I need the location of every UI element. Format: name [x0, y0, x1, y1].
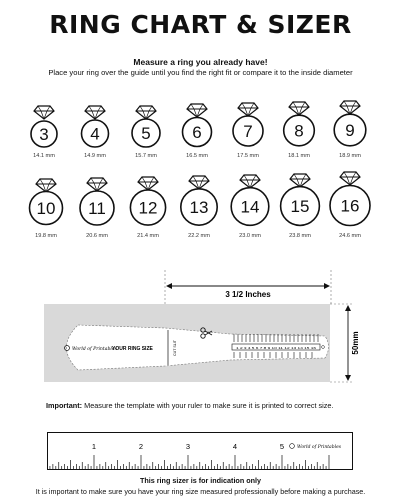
ring-size-16 — [329, 166, 371, 232]
ring-size-13 — [179, 170, 219, 231]
diamond-icon — [189, 176, 209, 189]
subtitle: Measure a ring you already have! — [133, 57, 268, 67]
ring-diameter-label: 19.8 mm — [35, 233, 57, 239]
diamond-icon — [240, 175, 260, 188]
strip-scale-numbers: 1 2 3 4 5 6 7 8 9 10 11 12 13 14 15 16 — [236, 345, 317, 350]
ring-diameter-label: 21.4 mm — [137, 233, 159, 239]
ring-diameter-label: 23.8 mm — [289, 233, 311, 239]
ring-size-8 — [284, 96, 314, 150]
diamond-icon — [85, 106, 105, 119]
ring-size-number: 7 — [243, 122, 253, 141]
page-title: RING CHART & SIZER — [49, 10, 352, 39]
ring-size-number: 3 — [39, 125, 49, 144]
disclaimer-title: This ring sizer is for indication only — [139, 476, 261, 485]
ring-diameter-label: 22.2 mm — [188, 233, 210, 239]
ring-size-7 — [233, 97, 263, 150]
world-of-printables-logo — [290, 444, 342, 450]
ring-size-number: 14 — [240, 197, 260, 217]
diamond-icon — [238, 103, 258, 116]
diamond-icon — [136, 106, 156, 119]
ring-size-number: 11 — [88, 199, 106, 218]
ring-sizer-template — [0, 270, 401, 400]
ruler-number: 2 — [138, 442, 144, 451]
ring-size-10 — [27, 173, 65, 231]
important-label: Important: — [46, 401, 83, 410]
diamond-icon — [34, 106, 54, 119]
ruler-number: 5 — [279, 442, 285, 451]
ring-size-number: 10 — [36, 199, 56, 218]
diamond-icon — [87, 178, 107, 191]
strip-label: YOUR RING SIZE — [112, 346, 153, 352]
ring-size-12 — [129, 171, 167, 231]
ring-size-number: 15 — [290, 197, 310, 216]
ring-diameter-label: 24.6 mm — [339, 233, 361, 239]
ring-size-number: 5 — [141, 124, 151, 143]
ring-size-14 — [229, 169, 271, 231]
ring-diameter-label: 15.7 mm — [135, 153, 157, 159]
ring-diameter-label: 18.9 mm — [339, 153, 361, 159]
ring-size-6 — [182, 98, 212, 150]
ring-size-15 — [279, 168, 321, 231]
instructions: Place your ring over the guide until you find the right fit or compare it to the inside diameter — [48, 68, 353, 77]
diamond-icon — [36, 179, 56, 192]
ring-size-5 — [131, 100, 161, 150]
diamond-icon — [290, 174, 310, 187]
ring-size-number: 9 — [345, 121, 355, 140]
ring-size-3 — [29, 100, 59, 150]
ring-size-number: 8 — [294, 121, 304, 141]
height-dimension-label: 50mm — [351, 331, 360, 355]
important-note — [46, 401, 334, 410]
ring-size-4 — [80, 100, 110, 150]
ruler-number: 1 — [91, 442, 97, 451]
diamond-icon — [340, 172, 360, 185]
important-text: Measure the template with your ruler to make sure it is printed to correct size. — [84, 401, 334, 410]
ring-size-11 — [78, 172, 116, 231]
ring-size-number: 16 — [340, 196, 360, 216]
ring-size-number: 13 — [189, 198, 209, 217]
world-of-printables-logo — [65, 346, 118, 353]
ring-diameter-label: 16.5 mm — [186, 153, 208, 159]
ring-diameter-label: 17.5 mm — [237, 153, 259, 159]
ring-diameter-label: 23.0 mm — [239, 233, 261, 239]
ring-size-number: 6 — [192, 123, 202, 142]
svg-text:World of Printables: World of Printables — [72, 347, 117, 352]
diamond-icon — [340, 101, 360, 114]
width-dimension-label: 3 1/2 Inches — [225, 290, 271, 299]
svg-text:World of Printables: World of Printables — [297, 445, 342, 450]
ring-diameter-label: 14.9 mm — [84, 153, 106, 159]
ruler-number: 4 — [232, 442, 238, 451]
ruler-number: 3 — [185, 442, 191, 451]
ring-diameter-label: 20.6 mm — [86, 233, 108, 239]
ring-size-number: 12 — [138, 198, 158, 218]
width-dimension-arrow — [166, 283, 330, 289]
inch-ruler — [47, 432, 353, 470]
diamond-icon — [187, 104, 207, 117]
ring-diameter-label: 18.1 mm — [288, 153, 310, 159]
diamond-icon — [289, 102, 309, 115]
ring-size-number: 4 — [90, 124, 100, 144]
ring-diameter-label: 14.1 mm — [33, 153, 55, 159]
ring-size-9 — [335, 95, 365, 150]
diamond-icon — [138, 177, 158, 190]
disclaimer-text: It is important to make sure you have your ring size measured professionally before making a purchase. — [35, 487, 366, 496]
cut-slit-label: CUT SLIT — [173, 340, 177, 356]
